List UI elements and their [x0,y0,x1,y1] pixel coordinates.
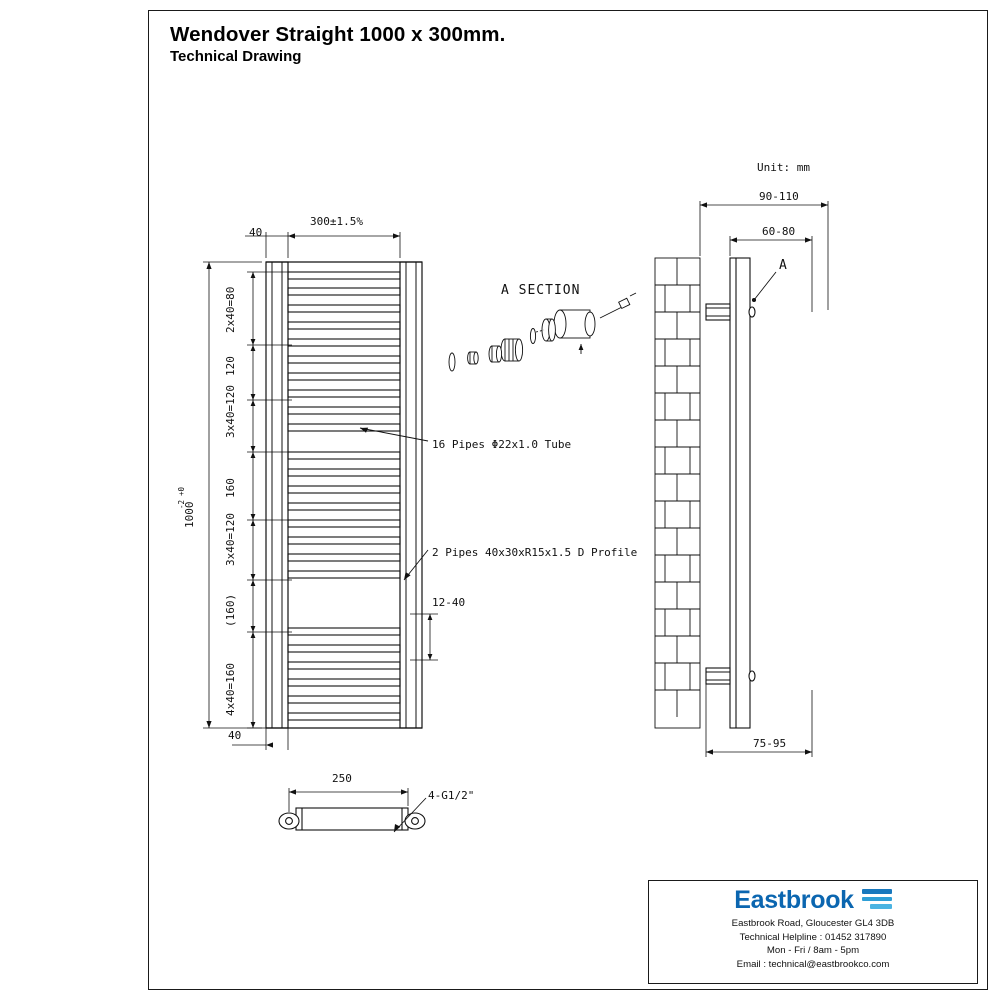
dim-label-offset-left-bottom: 40 [228,729,242,742]
footer-contact [649,917,977,971]
dim-label-side-bottom: 75-95 [753,737,787,750]
dim-label-pipe-spacing: 12-40 [432,596,466,609]
title-block [170,24,690,65]
drawing-sheet-border [148,10,988,990]
eastbrook-logo-icon [862,889,892,912]
page-title: Wendover Straight 1000 x 300mm. [170,23,506,46]
unit-note: Unit: mm [757,161,810,174]
dim-label-segment-2: 120 [224,356,237,376]
footer-email: Email : technical@eastbrookco.com [736,958,890,970]
dim-label-width-top: 300±1.5% [310,215,363,228]
section-marker-a: A [779,258,787,273]
dim-label-side-top: 90-110 [759,190,799,203]
dim-label-overall-height: 1000 [183,501,196,528]
dim-label-overall-height-tol-lower: -2 [177,499,186,509]
dim-label-side-mid: 60-80 [762,225,796,238]
dim-label-overall-height-tol-upper: +0 [177,486,186,496]
brand-name: Eastbrook [734,886,854,914]
note-pipes: 16 Pipes Φ22x1.0 Tube [432,438,572,451]
footer-hours: Mon - Fri / 8am - 5pm [766,945,860,957]
dim-label-segment-4: 160 [224,478,237,498]
section-title: A SECTION [501,283,581,298]
dim-label-segment-3: 3x40=120 [224,385,237,438]
dim-label-plan-thread: 4-G1/2" [428,789,475,802]
footer-logo-block [648,880,978,984]
dim-label-segment-1: 2x40=80 [224,286,237,333]
page-subtitle: Technical Drawing [170,47,302,65]
dim-label-segment-7: 4x40=160 [224,663,237,716]
note-profile: 2 Pipes 40x30xR15x1.5 D Profile [432,546,638,559]
footer-helpline: Technical Helpline : 01452 317890 [739,931,887,943]
dim-label-offset-left-top: 40 [249,226,263,239]
dim-label-segment-5: 3x40=120 [224,513,237,566]
footer-address: Eastbrook Road, Gloucester GL4 3DB [731,918,895,929]
dim-label-plan-width: 250 [332,772,352,785]
dim-label-segment-6: (160) [224,593,237,627]
brand-row [649,888,977,913]
